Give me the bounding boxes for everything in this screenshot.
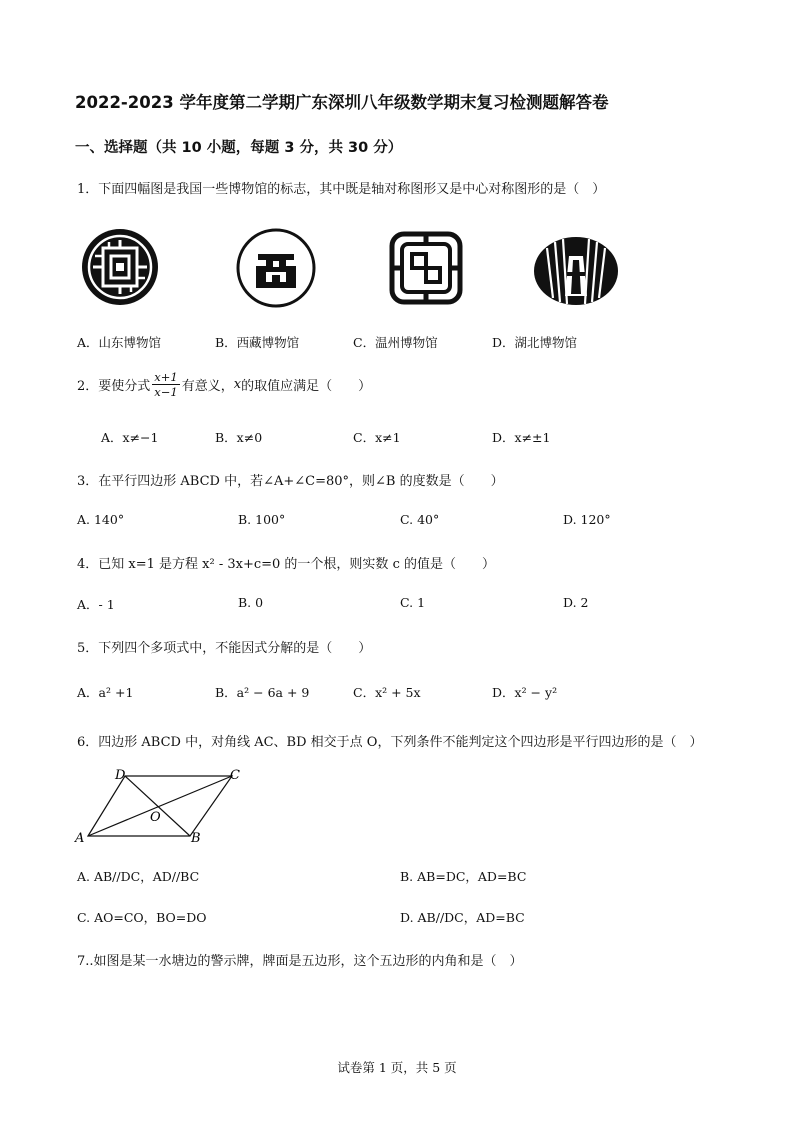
page-title: 2022-2023 学年度第二学期广东深圳八年级数学期末复习检测题解答卷	[75, 93, 609, 112]
xizang-museum-logo	[236, 228, 316, 308]
q3-option-d: D. 120°	[563, 512, 611, 527]
q2-mid: 有意义，	[181, 379, 234, 394]
point-label-o: O	[150, 810, 161, 825]
q2-prefix: 2．要使分式	[77, 379, 151, 394]
vertex-label-d: D	[115, 768, 126, 783]
vertex-label-a: A	[75, 831, 85, 846]
q1-option-c: C．温州博物馆	[353, 335, 438, 350]
q2-option-b: B．x≠0	[215, 430, 263, 445]
shandong-museum-logo	[81, 228, 159, 306]
q4-option-d: D. 2	[563, 595, 589, 610]
q4-option-a: A．- 1	[77, 597, 115, 612]
wenzhou-museum-logo	[386, 228, 466, 308]
question-6-stem: 6．四边形 ABCD 中，对角线 AC、BD 相交于点 O，下列条件不能判定这个四边形是平行四边形的是（ ）	[77, 735, 703, 750]
diagonal-bd	[125, 776, 190, 836]
parallelogram-figure	[70, 762, 250, 852]
question-1-stem: 1．下面四幅图是我国一些博物馆的标志，其中既是轴对称图形又是中心对称图形的是（ ）	[77, 182, 606, 197]
q2-var: x	[233, 377, 242, 392]
q2-numerator: x+1	[154, 370, 178, 384]
page-footer: 试卷第 1 页，共 5 页	[337, 1060, 457, 1075]
q2-fraction	[152, 370, 179, 399]
question-5-stem: 5．下列四个多项式中，不能因式分解的是（ ）	[77, 641, 372, 656]
q2-option-c: C．x≠1	[353, 430, 401, 445]
q5-option-d: D．x² − y²	[492, 685, 558, 700]
hubei-museum-logo	[533, 236, 619, 306]
q2-option-a: A．x≠−1	[101, 430, 159, 445]
q1-option-d: D．湖北博物馆	[492, 335, 578, 350]
q6-option-b: B. AB=DC，AD=BC	[400, 869, 527, 884]
q5-option-b: B．a² − 6a + 9	[215, 685, 310, 700]
question-4-stem: 4．已知 x=1 是方程 x² - 3x+c=0 的一个根，则实数 c 的值是（ ）	[77, 557, 495, 572]
q6-option-c: C. AO=CO，BO=DO	[77, 910, 207, 925]
q1-option-b: B．西藏博物馆	[215, 335, 300, 350]
vertex-label-b: B	[191, 831, 201, 846]
section-heading: 一、选择题（共 10 小题，每题 3 分，共 30 分）	[75, 140, 403, 156]
question-2-stem	[77, 370, 371, 399]
q6-option-a: A. AB//DC，AD//BC	[77, 869, 200, 884]
q2-suffix: 的取值应满足（ ）	[241, 379, 372, 394]
question-7-stem: 7..如图是某一水塘边的警示牌，牌面是五边形，这个五边形的内角和是（ ）	[77, 954, 523, 969]
q4-option-c: C. 1	[400, 595, 426, 610]
question-3-stem: 3．在平行四边形 ABCD 中，若∠A+∠C=80°，则∠B 的度数是（ ）	[77, 474, 504, 489]
q6-option-d: D. AB//DC，AD=BC	[400, 910, 525, 925]
vertex-label-c: C	[230, 768, 240, 783]
q2-denominator: x−1	[154, 385, 178, 399]
q3-option-c: C. 40°	[400, 512, 440, 527]
q2-option-d: D．x≠±1	[492, 430, 551, 445]
q3-option-a: A. 140°	[77, 512, 125, 527]
q1-option-a: A．山东博物馆	[77, 335, 162, 350]
q3-option-b: B. 100°	[238, 512, 286, 527]
q5-option-c: C．x² + 5x	[353, 685, 421, 700]
q4-option-b: B. 0	[238, 595, 264, 610]
q5-option-a: A．a² +1	[77, 685, 134, 700]
